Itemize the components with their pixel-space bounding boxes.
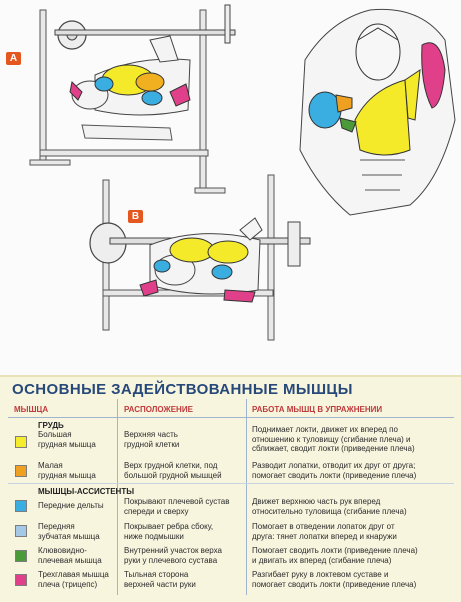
muscle-work: Помогает сводить локти (приведение плеча) и двигать их вперед (сгибание плеча) [252,546,418,565]
muscle-location: Верх грудной клетки, под большой грудной мышцей [124,461,222,480]
color-swatch [15,465,27,477]
muscle-name: Передняя зубчатая мышца [38,522,100,541]
muscle-location: Тыльная сторона верхней части руки [124,570,196,589]
column-divider-1 [117,399,118,595]
group-label-chest: ГРУДЬ [38,421,64,430]
muscle-work: Разгибает руку в локтевом суставе и помогает сводить локти (приведение плеча) [252,570,417,589]
header-location: РАСПОЛОЖЕНИЕ [124,405,193,414]
muscles-table-panel [0,375,461,602]
color-swatch [15,574,27,586]
muscle-name: Передние дельты [38,501,104,510]
color-swatch [15,500,27,512]
muscle-work: Поднимает локти, движет их вперед по отношению к туловищу (сгибание плеча) и сближает, сводит локти (приведение плеча) [252,425,415,453]
muscle-location: Верхняя часть грудной клетки [124,430,180,449]
muscle-work: Помогает в отведении лопаток друг от друга: тянет лопатки вперед и кнаружи [252,522,397,541]
muscle-work: Разводит лопатки, отводит их друг от друга; помогает сводить локти (приведение плеча) [252,461,417,480]
color-swatch [15,550,27,562]
header-divider [8,417,454,418]
column-divider-2 [246,399,247,595]
muscle-name: Клювовидно- плечевая мышца [38,546,102,565]
figure-label-b: B [128,210,143,223]
muscle-name: Трехглавая мышца плеча (трицепс) [38,570,109,589]
muscle-location: Внутренний участок верха руки у плечевого сустава [124,546,223,565]
header-work: РАБОТА МЫШЦ В УПРАЖНЕНИИ [252,405,383,414]
figure-label-a: A [6,52,21,65]
bench-press-figure-b [90,175,310,340]
muscle-name: Малая грудная мышца [38,461,96,480]
color-swatch [15,436,27,448]
header-muscle: МЫШЦА [14,405,49,414]
group-label-assistants: МЫШЦЫ-АССИСТЕНТЫ [38,487,135,496]
muscle-location: Покрывают плечевой сустав спереди и сверху [124,497,230,516]
muscle-work: Движет верхнюю часть рук вперед относительно туловища (сгибание плеча) [252,497,407,516]
table-title: ОСНОВНЫЕ ЗАДЕЙСТВОВАННЫЕ МЫШЦЫ [12,381,353,398]
torso-anatomy-figure [300,9,455,215]
color-swatch [15,525,27,537]
muscle-name: Большая грудная мышца [38,430,96,449]
group-divider [8,483,454,484]
muscle-location: Покрывает ребра сбоку, ниже подмышки [124,522,214,541]
bench-press-figure-a [30,5,235,193]
